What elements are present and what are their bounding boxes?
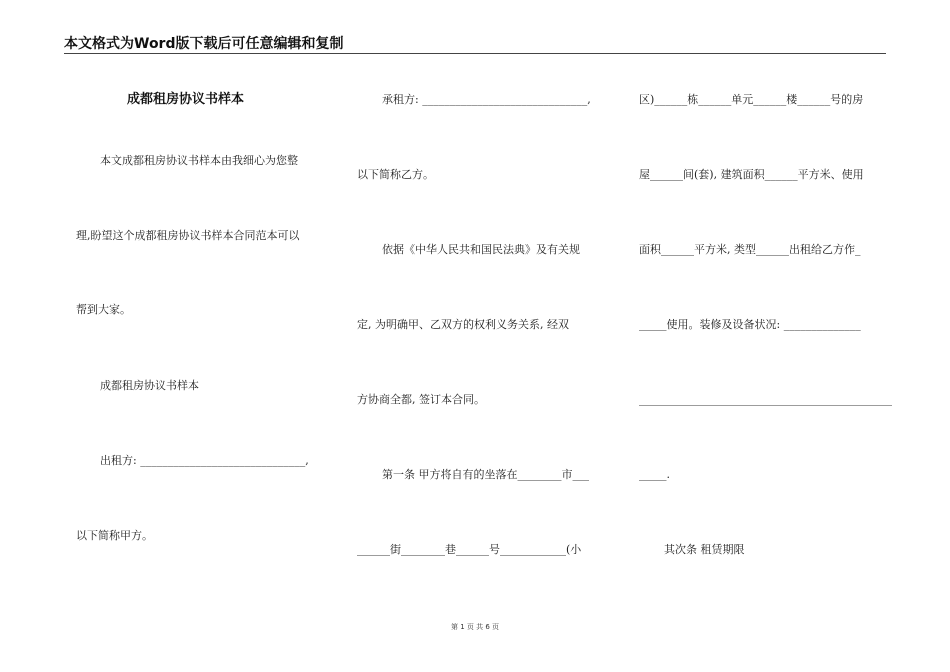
- page-number: 第 1 页 共 6 页: [450, 623, 500, 631]
- text-line: 以下简称乙方。: [357, 168, 434, 181]
- text-line: 本文成都租房协议书样本由我细心为您整: [100, 154, 298, 167]
- document-title: 成都租房协议书样本: [127, 92, 245, 107]
- article-one: 第一条 甲方将自有的坐落在________市___: [382, 468, 589, 481]
- lessor-field: 出租方: ______________________________,: [100, 454, 309, 467]
- article-two-heading: 其次条 租赁期限: [664, 543, 745, 556]
- text-line: ______街________巷______号____________(小: [357, 543, 582, 556]
- text-line: _____.: [639, 468, 670, 481]
- text-line: 面积______平方米, 类型______出租给乙方作_: [639, 243, 861, 256]
- text-line: 定, 为明确甲、乙双方的权利义务关系, 经双: [357, 318, 569, 331]
- lessee-field: 承租方: ______________________________,: [382, 93, 591, 106]
- document-header: 本文格式为Word版下载后可任意编辑和复制: [64, 36, 344, 52]
- header-divider: [64, 53, 886, 54]
- section-heading: 成都租房协议书样本: [100, 379, 199, 392]
- text-line: 以下简称甲方。: [76, 529, 153, 542]
- text-line: 依据《中华人民共和国民法典》及有关规: [382, 243, 580, 256]
- text-line: 方协商全都, 签订本合同。: [357, 393, 485, 406]
- text-line: 屋______间(套), 建筑面积______平方米、使用: [639, 168, 864, 181]
- text-line: 帮到大家。: [76, 303, 131, 316]
- text-line: _____使用。装修及设备状况: ______________: [639, 318, 861, 331]
- text-line: 区)______栋______单元______楼______号的房: [639, 93, 864, 106]
- text-line: 理,盼望这个成都租房协议书样本合同范本可以: [76, 229, 300, 242]
- blank-line: ______________________________________________: [639, 393, 892, 406]
